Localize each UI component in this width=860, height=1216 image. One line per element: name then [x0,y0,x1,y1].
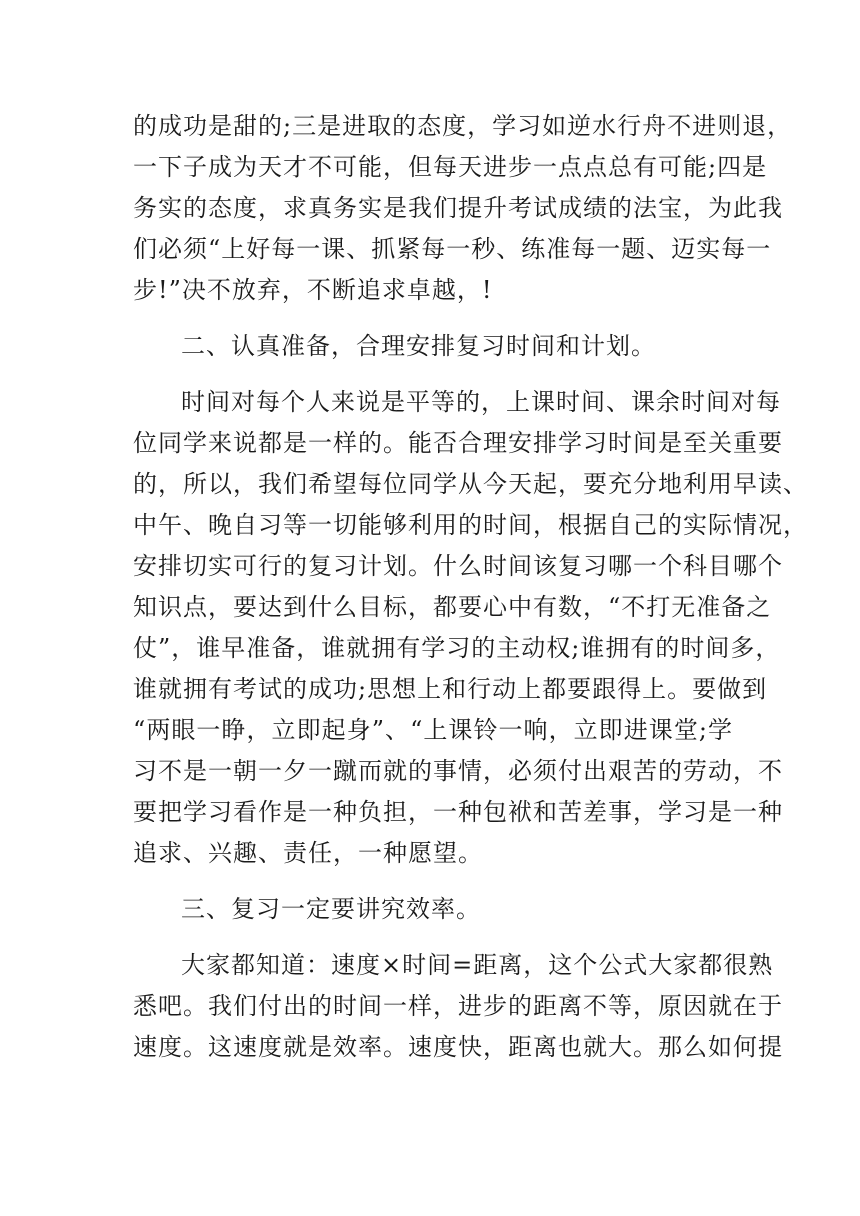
text-line: 要把学习看作是一种负担，一种包袱和苦差事，学习是一种 [133,798,783,826]
section-heading: 三、复习一定要讲究效率。 [181,895,481,923]
paragraph-attitudes [133,106,793,311]
text-line: “两眼一睁，立即起身”、“上课铃一响，立即进课堂;学 [133,716,733,744]
paragraph-efficiency [133,945,783,1068]
text-line: 知识点，要达到什么目标，都要心中有数，“不打无准备之 [133,593,772,621]
text-line: 悉吧。我们付出的时间一样，进步的距离不等，原因就在于 [133,992,783,1020]
document-body [133,106,808,1068]
text-line: 仗”，谁早准备，谁就拥有学习的主动权;谁拥有的时间多， [133,634,781,662]
text-line: 位同学来说都是一样的。能否合理安排学习时间是至关重要 [133,429,783,457]
section-heading-3 [133,889,733,930]
text-line: 大家都知道：速度×时间=距离，这个公式大家都很熟 [181,951,774,979]
paragraph-spacing [133,930,733,945]
text-line: 们必须“上好每一课、抓紧每一秒、练准每一题、迈实每一 [133,235,772,263]
paragraph-spacing [133,874,733,889]
text-line: 速度。这速度就是效率。速度快，距离也就大。那么如何提 [133,1033,783,1061]
paragraph-spacing [133,311,733,326]
text-line: 谁就拥有考试的成功;思想上和行动上都要跟得上。要做到 [133,675,768,703]
text-line: 的，所以，我们希望每位同学从今天起，要充分地利用早读、 [133,470,808,498]
text-line: 步!”决不放弃，不断追求卓越，! [133,276,493,304]
text-line: 安排切实可行的复习计划。什么时间该复习哪一个科目哪个 [133,552,783,580]
paragraph-time-planning [133,382,808,874]
paragraph-spacing [133,367,733,382]
section-heading: 二、认真准备，合理安排复习时间和计划。 [181,332,656,360]
text-line: 务实的态度，求真务实是我们提升考试成绩的法宝，为此我 [133,194,783,222]
text-line: 一下子成为天才不可能，但每天进步一点点总有可能;四是 [133,153,768,181]
text-line: 时间对每个人来说是平等的，上课时间、课余时间对每 [181,388,781,416]
text-line: 习不是一朝一夕一蹴而就的事情，必须付出艰苦的劳动，不 [133,757,783,785]
text-line: 中午、晚自习等一切能够利用的时间，根据自己的实际情况， [133,511,808,539]
text-line: 追求、兴趣、责任，一种愿望。 [133,839,483,867]
text-line: 的成功是甜的;三是进取的态度，学习如逆水行舟不进则退， [133,112,793,140]
section-heading-2 [133,326,733,367]
